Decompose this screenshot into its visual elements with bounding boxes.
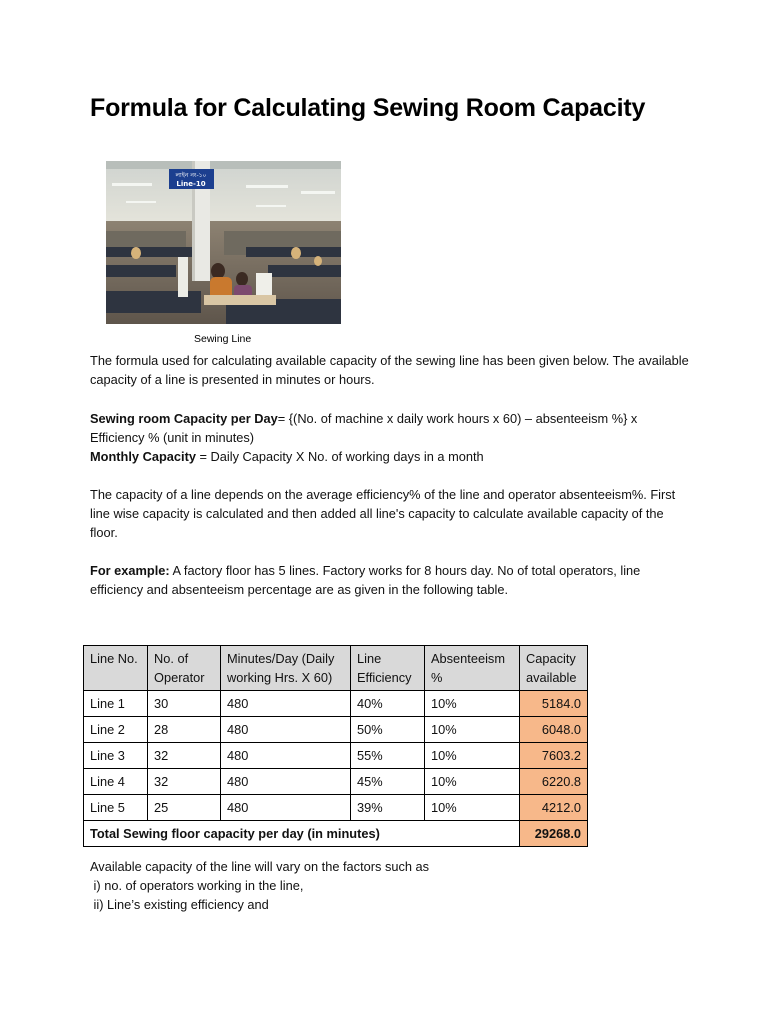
table-header-row — [84, 646, 588, 691]
capacity-table — [83, 645, 588, 847]
photo-sign-bengali-text: লাইন নং-১০ — [175, 172, 207, 179]
cell-line: Line 3 — [84, 743, 148, 769]
cell-operators: 32 — [148, 769, 221, 795]
cell-minutes: 480 — [221, 717, 351, 743]
page-title: Formula for Calculating Sewing Room Capacity — [90, 94, 646, 122]
cell-efficiency: 39% — [351, 795, 425, 821]
factor-item: ii) Line’s existing efficiency and — [90, 897, 269, 912]
header-line-no: Line No. — [84, 646, 148, 691]
table-row — [84, 691, 588, 717]
cell-line: Line 2 — [84, 717, 148, 743]
image-caption: Sewing Line — [194, 333, 252, 345]
table-row — [84, 769, 588, 795]
cell-operators: 28 — [148, 717, 221, 743]
header-minutes-day: Minutes/Day (Daily working Hrs. X 60) — [221, 646, 351, 691]
cell-absenteeism: 10% — [425, 691, 520, 717]
cell-minutes: 480 — [221, 769, 351, 795]
cell-efficiency: 55% — [351, 743, 425, 769]
monthly-capacity-formula — [90, 447, 690, 466]
daily-formula-label: Sewing room Capacity per Day — [90, 411, 278, 426]
cell-absenteeism: 10% — [425, 717, 520, 743]
daily-formula-text: = {(No. of machine x daily work hours x 60) – absenteeism %} x Efficiency % (unit in minutes) — [90, 411, 638, 445]
cell-absenteeism: 10% — [425, 769, 520, 795]
cell-operators: 25 — [148, 795, 221, 821]
total-value: 29268.0 — [520, 821, 588, 847]
cell-capacity: 6048.0 — [520, 717, 588, 743]
header-absenteeism: Absenteeism % — [425, 646, 520, 691]
cell-line: Line 4 — [84, 769, 148, 795]
monthly-formula-label: Monthly Capacity — [90, 449, 196, 464]
cell-minutes: 480 — [221, 795, 351, 821]
cell-minutes: 480 — [221, 691, 351, 717]
cell-minutes: 480 — [221, 743, 351, 769]
header-efficiency: Line Efficiency — [351, 646, 425, 691]
example-text: A factory floor has 5 lines. Factory works for 8 hours day. No of total operators, line efficiency and absenteeism percentage are as given in the following table. — [90, 563, 641, 597]
monthly-formula-text: = Daily Capacity X No. of working days in a month — [195, 449, 484, 464]
table-row — [84, 717, 588, 743]
cell-efficiency: 40% — [351, 691, 425, 717]
cell-operators: 30 — [148, 691, 221, 717]
factor-item: i) no. of operators working in the line, — [90, 878, 304, 893]
cell-absenteeism: 10% — [425, 795, 520, 821]
table-row — [84, 795, 588, 821]
cell-efficiency: 45% — [351, 769, 425, 795]
example-label: For example: — [90, 563, 170, 578]
cell-absenteeism: 10% — [425, 743, 520, 769]
intro-paragraph: The formula used for calculating available capacity of the sewing line has been given below. The available capacity of a line is presented in minutes or hours. — [90, 353, 689, 387]
cell-efficiency: 50% — [351, 717, 425, 743]
cell-capacity: 7603.2 — [520, 743, 588, 769]
table-total-row — [84, 821, 588, 847]
cell-capacity: 4212.0 — [520, 795, 588, 821]
example-paragraph — [90, 561, 690, 599]
cell-operators: 32 — [148, 743, 221, 769]
cell-capacity: 6220.8 — [520, 769, 588, 795]
sewing-line-photo — [106, 161, 341, 324]
cell-capacity: 5184.0 — [520, 691, 588, 717]
table-row — [84, 743, 588, 769]
factors-intro: Available capacity of the line will vary on the factors such as — [90, 859, 430, 874]
cell-line: Line 5 — [84, 795, 148, 821]
header-capacity: Capacity available — [520, 646, 588, 691]
explanation-paragraph: The capacity of a line depends on the average efficiency% of the line and operator absenteeism%. First line wise capacity is calculated and then added all line's capacity to calculate available capacity of the floor. — [90, 487, 676, 540]
header-operators: No. of Operator — [148, 646, 221, 691]
total-label: Total Sewing floor capacity per day (in minutes) — [84, 821, 520, 847]
photo-sign-text: Line-10 — [176, 180, 206, 188]
daily-capacity-formula — [90, 409, 690, 447]
cell-line: Line 1 — [84, 691, 148, 717]
